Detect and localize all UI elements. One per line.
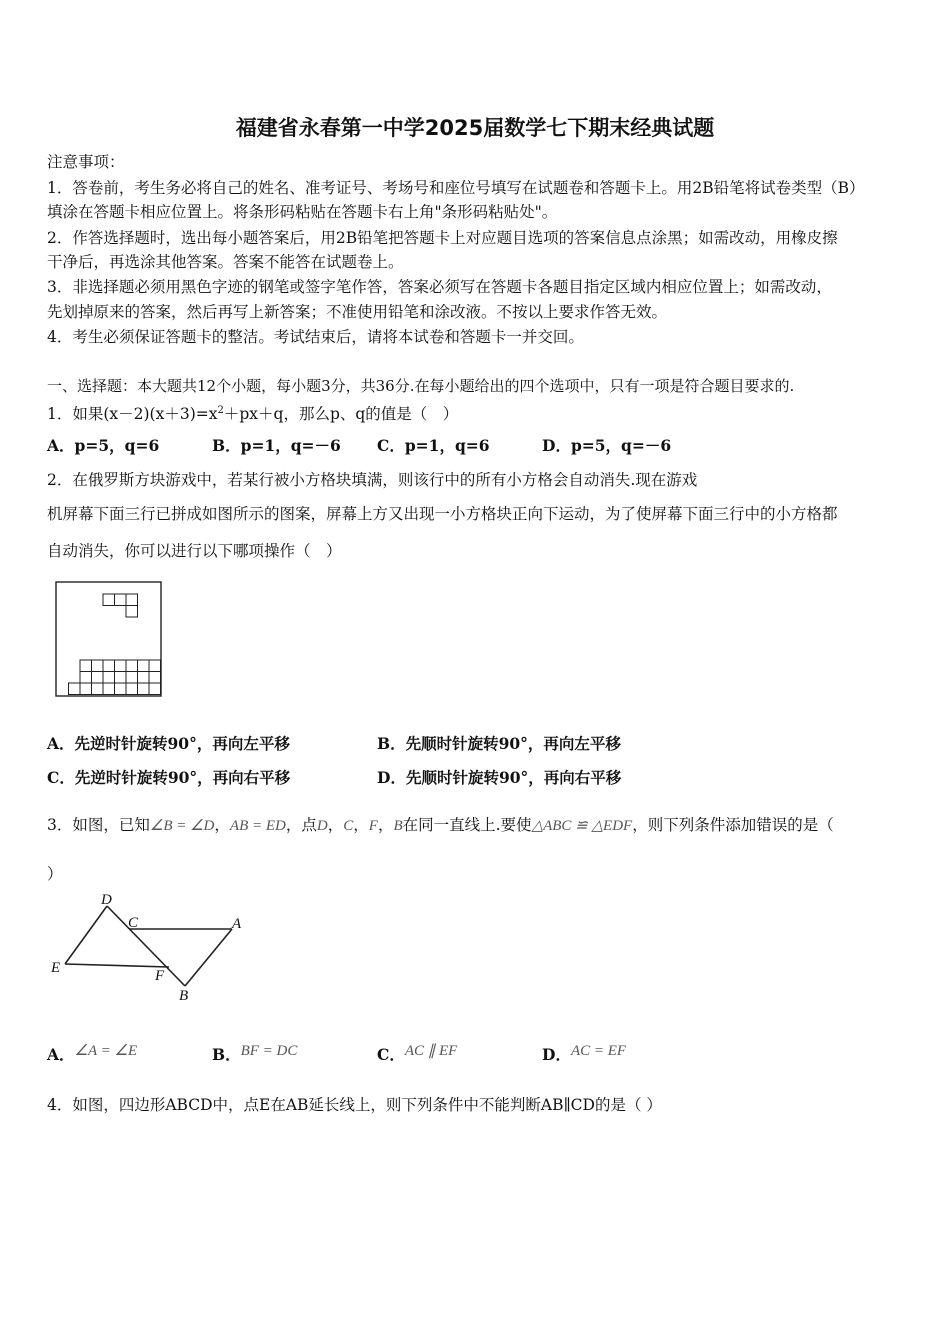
question-2-line: 自动消失，你可以进行以下哪项操作（ ） (47, 542, 342, 560)
section-heading: 一、选择题：本大题共12个小题，每小题3分，共36分.在每小题给出的四个选项中，只有一项是符合题目要求的. (47, 377, 795, 395)
question-3: 3．如图，已知∠B = ∠D，AB = ED，点D，C，F，B在同一直线上.要使△ABC ≌ △EDF，则下列条件添加错误的是（ (47, 816, 834, 834)
notice-line: 3．非选择题必须用黑色字迹的钢笔或签字笔作答，答案必须写在答题卡各题目指定区域内相应位置上；如需改动， (47, 278, 832, 296)
q1-option-b: B．p=1，q=－6 (212, 436, 341, 455)
q3-option-a: A．∠A = ∠E (47, 1043, 138, 1064)
question-4: 4．如图，四边形ABCD中，点E在AB延长线上，则下列条件中不能判断AB∥CD的是（ ） (47, 1096, 662, 1114)
q2-option-c: C．先逆时针旋转90°，再向右平移 (47, 768, 291, 787)
q2-option-a: A．先逆时针旋转90°，再向左平移 (47, 734, 290, 753)
notice-line: 4．考生必须保证答题卡的整洁。考试结束后，请将本试卷和答题卡一并交回。 (47, 328, 584, 346)
question-2-line: 机屏幕下面三行已拼成如图所示的图案，屏幕上方又出现一小方格块正向下运动，为了使屏幕下面三行中的小方格都 (47, 505, 838, 523)
notice-heading: 注意事项： (47, 153, 125, 171)
label-e: E (51, 960, 61, 976)
notice-line: 1．答卷前，考生务必将自己的姓名、准考证号、考场号和座位号填写在试题卷和答题卡上。用2B铅笔将试卷类型（B） (47, 179, 865, 197)
question-3-close: ） (47, 865, 63, 883)
label-c: C (128, 915, 139, 931)
q2-option-d: D．先顺时针旋转90°，再向右平移 (377, 768, 622, 787)
q1-option-d: D．p=5，q=－6 (542, 436, 672, 455)
triangle-figure (45, 890, 250, 1008)
q2-option-b: B．先顺时针旋转90°，再向左平移 (377, 734, 621, 753)
page-title: 福建省永春第一中学2025届数学七下期末经典试题 (235, 116, 715, 140)
label-d: D (101, 892, 112, 908)
q1-option-c: C．p=1，q=6 (377, 436, 490, 455)
label-f: F (155, 968, 165, 984)
label-a: A (232, 916, 242, 932)
q3-option-d: D．AC = EF (542, 1043, 627, 1064)
question-2-line: 2．在俄罗斯方块游戏中，若某行被小方格块填满，则该行中的所有小方格会自动消失.现在游戏 (47, 471, 698, 489)
question-1: 1．如果$(x-2)(x+3)=x^2+px+q$，那么p、q的值是（ ） (47, 405, 459, 424)
q1-option-a: A．p=5，q=6 (47, 436, 160, 455)
notice-line: 2．作答选择题时，选出每小题答案后，用2B铅笔把答题卡上对应题目选项的答案信息点涂黑；如需改动，用橡皮擦 (47, 229, 838, 247)
notice-line: 干净后，再选涂其他答案。答案不能答在试题卷上。 (47, 253, 404, 271)
tetris-figure (55, 581, 163, 699)
notice-line: 填涂在答题卡相应位置上。将条形码粘贴在答题卡右上角"条形码粘贴处"。 (47, 203, 558, 221)
q3-option-c: C．AC ∥ EF (377, 1043, 458, 1064)
q3-option-b: B．BF = DC (212, 1043, 298, 1064)
label-b: B (179, 988, 189, 1004)
notice-line: 先划掉原来的答案，然后再写上新答案；不准使用铅笔和涂改液。不按以上要求作答无效。 (47, 303, 668, 321)
